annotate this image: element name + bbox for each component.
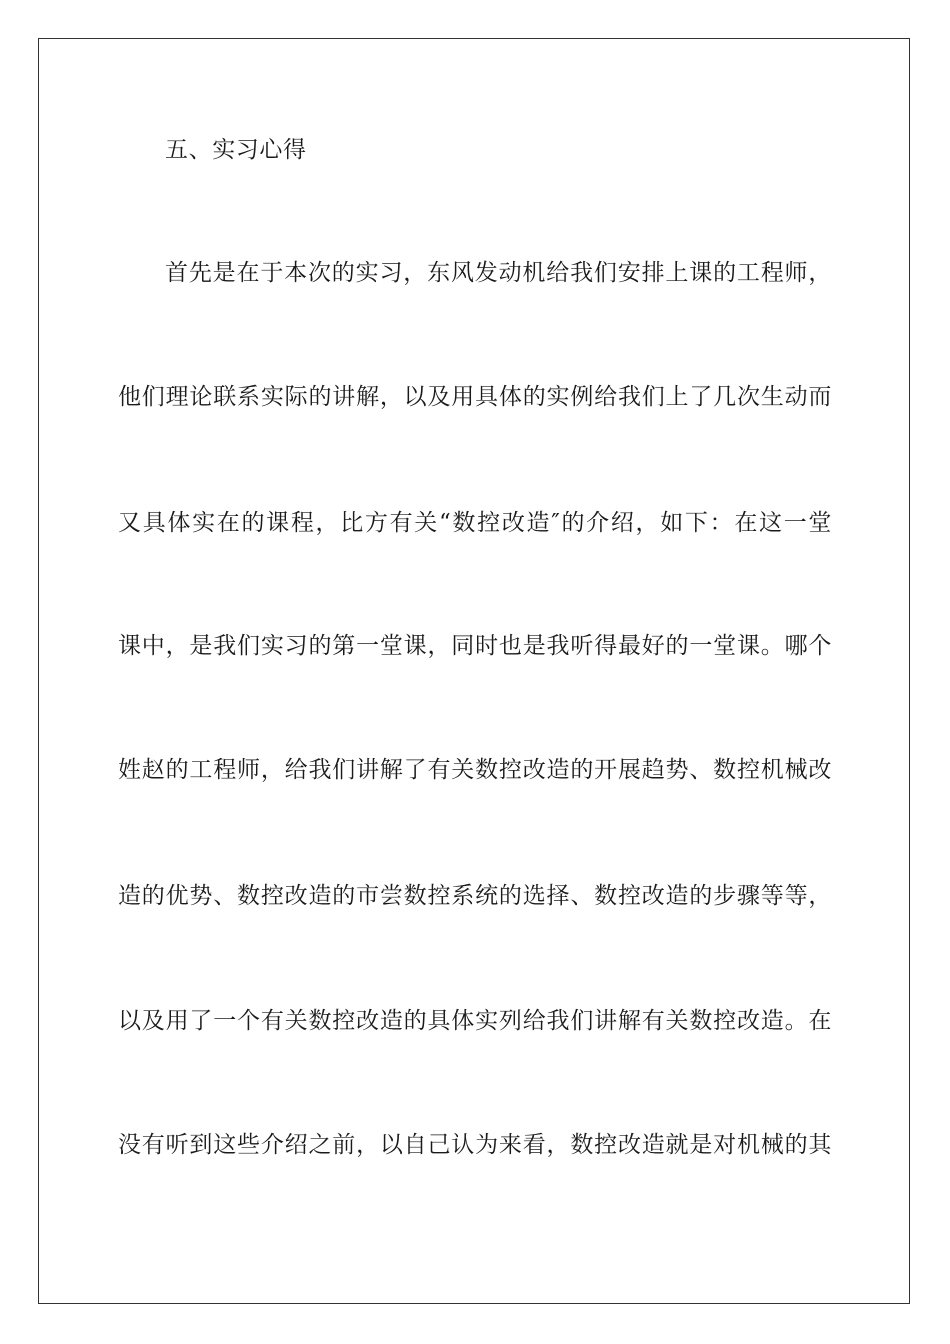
paragraph-line-3: 又具体实在的课程，比方有关“数控改造″的介绍，如下：在这一堂 (118, 510, 832, 536)
paragraph-line-5: 姓赵的工程师，给我们讲解了有关数控改造的开展趋势、数控机械改 (118, 757, 832, 783)
paragraph-line-6: 造的优势、数控改造的市尝数控系统的选择、数控改造的步骤等等， (118, 883, 832, 909)
page-border (38, 38, 910, 1304)
paragraph-line-7: 以及用了一个有关数控改造的具体实列给我们讲解有关数控改造。在 (118, 1008, 832, 1034)
paragraph-line-8: 没有听到这些介绍之前，以自己认为来看，数控改造就是对机械的其 (118, 1132, 832, 1158)
paragraph-line-2: 他们理论联系实际的讲解，以及用具体的实例给我们上了几次生动而 (118, 384, 832, 410)
section-heading: 五、实习心得 (165, 137, 307, 163)
paragraph-line-1: 首先是在于本次的实习，东风发动机给我们安排上课的工程师， (165, 260, 832, 286)
paragraph-line-4: 课中，是我们实习的第一堂课，同时也是我听得最好的一堂课。哪个 (118, 633, 832, 659)
